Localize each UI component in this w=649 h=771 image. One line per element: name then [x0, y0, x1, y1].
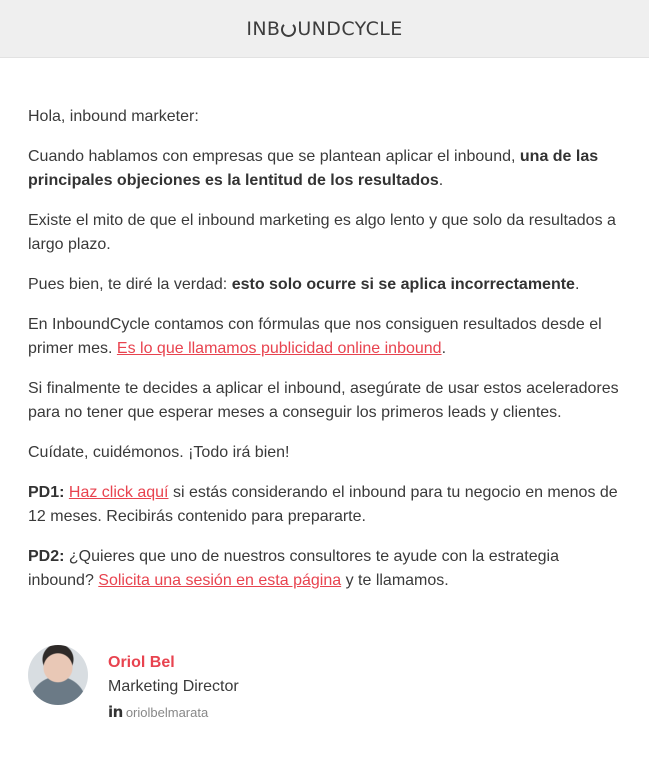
paragraph-accelerators: Si finalmente te decides a aplicar el inbound, asegúrate de usar estos aceleradores para no tener que esperar meses a conseguir los primeros leads y clientes.	[28, 380, 619, 421]
logo-text-left: INB	[246, 17, 281, 40]
email-body	[0, 58, 649, 593]
paragraph-myth: Existe el mito de que el inbound marketing es algo lento y que solo da resultados a largo plazo.	[28, 212, 616, 253]
email-header	[0, 0, 649, 58]
greeting: Hola, inbound marketer:	[28, 108, 199, 125]
p3-bold: esto solo ocurre si se aplica incorrectamente	[231, 276, 575, 293]
pd1-text: si estás considerando el inbound para tu negocio en menos de 12 meses. Recibirás contenido para prepararte.	[28, 484, 618, 525]
pd2-text: ¿Quieres que uno de nuestros consultores te ayude con la estrategia inbound?	[28, 548, 559, 589]
pd1-label: PD1:	[28, 484, 65, 501]
postscript-2	[28, 545, 621, 593]
inboundcycle-logo[interactable]	[246, 18, 402, 40]
signature-name: Oriol Bel	[108, 654, 175, 671]
linkedin-handle: oriolbelmarata	[125, 704, 209, 720]
email-signature	[0, 645, 649, 721]
logo-text-right: UNDCYCLE	[297, 17, 403, 40]
p1-end: .	[438, 172, 444, 189]
pd2-label: PD2:	[28, 548, 65, 565]
p1-bold: una de las principales objeciones es la lentitud de los resultados	[28, 148, 599, 189]
p3-text: Pues bien, te diré la verdad:	[28, 276, 232, 293]
paragraph-farewell: Cuídate, cuidémonos. ¡Todo irá bien!	[28, 444, 290, 461]
solicita-sesion-link[interactable]: Solicita una sesión en esta página	[98, 572, 342, 589]
linkedin-icon: in	[108, 703, 123, 721]
p4-text: En InboundCycle contamos con fórmulas que nos consiguen resultados desde el primer mes.	[28, 316, 602, 357]
signature-role: Marketing Director	[108, 678, 239, 695]
publicidad-inbound-link[interactable]: Es lo que llamamos publicidad online inbound	[116, 340, 442, 357]
pd2-end: y te llamamos.	[341, 572, 449, 589]
paragraph-formulas	[28, 313, 621, 361]
logo-o-icon	[281, 22, 296, 37]
postscript-1	[28, 481, 621, 529]
p1-text: Cuando hablamos con empresas que se plantean aplicar el inbound,	[28, 148, 520, 165]
signature-text	[108, 645, 239, 721]
linkedin-profile-link[interactable]	[108, 703, 239, 721]
paragraph-objections	[28, 145, 621, 193]
haz-click-link[interactable]: Haz click aquí	[68, 484, 169, 501]
avatar	[28, 645, 88, 705]
p4-end: .	[441, 340, 447, 357]
paragraph-truth	[28, 273, 621, 297]
p3-end: .	[574, 276, 580, 293]
